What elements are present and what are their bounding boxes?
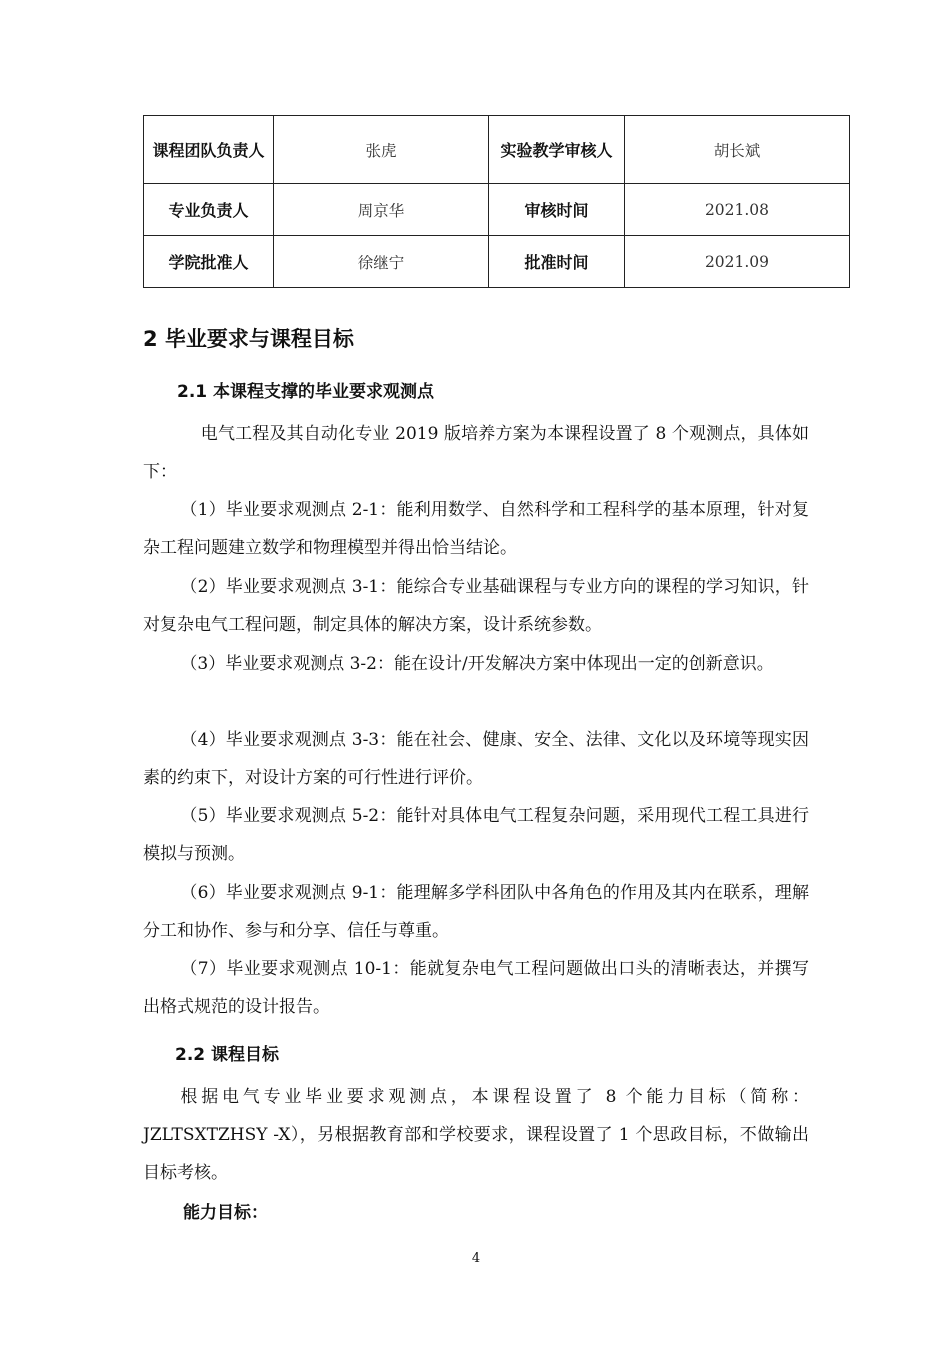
page-number: 4 (471, 1251, 481, 1266)
observation-point-3: （3）毕业要求观测点 3-2：能在设计/开发解决方案中体现出一定的创新意识。 (180, 654, 774, 674)
observation-point-6: （6）毕业要求观测点 9-1：能理解多学科团队中各角色的作用及其内在联系，理解分工和协作、参与和分享、信任与尊重。 (143, 883, 809, 941)
observation-point-5: （5）毕业要求观测点 5-2：能针对具体电气工程复杂问题，采用现代工程工具进行模拟与预测。 (143, 806, 809, 864)
observation-point-2: （2）毕业要求观测点 3-1：能综合专业基础课程与专业方向的课程的学习知识，针对复杂电气工程问题，制定具体的解决方案，设计系统参数。 (143, 577, 809, 635)
course-objectives-paragraph: 根据电气专业毕业要求观测点，本课程设置了 8 个能力目标（简称：JZLTSXTZHSY -X），另根据教育部和学校要求，课程设置了 1 个思政目标，不做输出目标考核。 (143, 1087, 809, 1183)
label-approval-time: 批准时间 (489, 236, 625, 288)
table-row (144, 236, 850, 288)
value-review-time: 2021.08 (625, 184, 850, 236)
value-college-approver: 徐继宁 (274, 236, 489, 288)
table-row (144, 184, 850, 236)
observation-point-7: （7）毕业要求观测点 10-1：能就复杂电气工程问题做出口头的清晰表达，并撰写出格式规范的设计报告。 (143, 959, 809, 1017)
subsection-title-2-1: 2.1 本课程支撑的毕业要求观测点 (177, 382, 435, 402)
label-major-leader: 专业负责人 (144, 184, 274, 236)
label-lab-reviewer: 实验教学审核人 (489, 116, 625, 184)
value-course-team-leader: 张虎 (274, 116, 489, 184)
value-approval-time: 2021.09 (625, 236, 850, 288)
intro-paragraph: 电气工程及其自动化专业 2019 版培养方案为本课程设置了 8 个观测点，具体如下： (143, 424, 809, 482)
approval-table (143, 115, 850, 288)
section-title: 2 毕业要求与课程目标 (143, 327, 354, 351)
label-college-approver: 学院批准人 (144, 236, 274, 288)
value-major-leader: 周京华 (274, 184, 489, 236)
observation-point-1: （1）毕业要求观测点 2-1：能利用数学、自然科学和工程科学的基本原理，针对复杂工程问题建立数学和物理模型并得出恰当结论。 (143, 500, 809, 558)
value-lab-reviewer: 胡长斌 (625, 116, 850, 184)
subsection-title-2-2: 2.2 课程目标 (175, 1045, 280, 1065)
ability-objectives-label: 能力目标： (183, 1203, 268, 1223)
table-row (144, 116, 850, 184)
label-review-time: 审核时间 (489, 184, 625, 236)
observation-point-4: （4）毕业要求观测点 3-3：能在社会、健康、安全、法律、文化以及环境等现实因素的约束下，对设计方案的可行性进行评价。 (143, 730, 809, 788)
label-course-team-leader: 课程团队负责人 (144, 116, 274, 184)
